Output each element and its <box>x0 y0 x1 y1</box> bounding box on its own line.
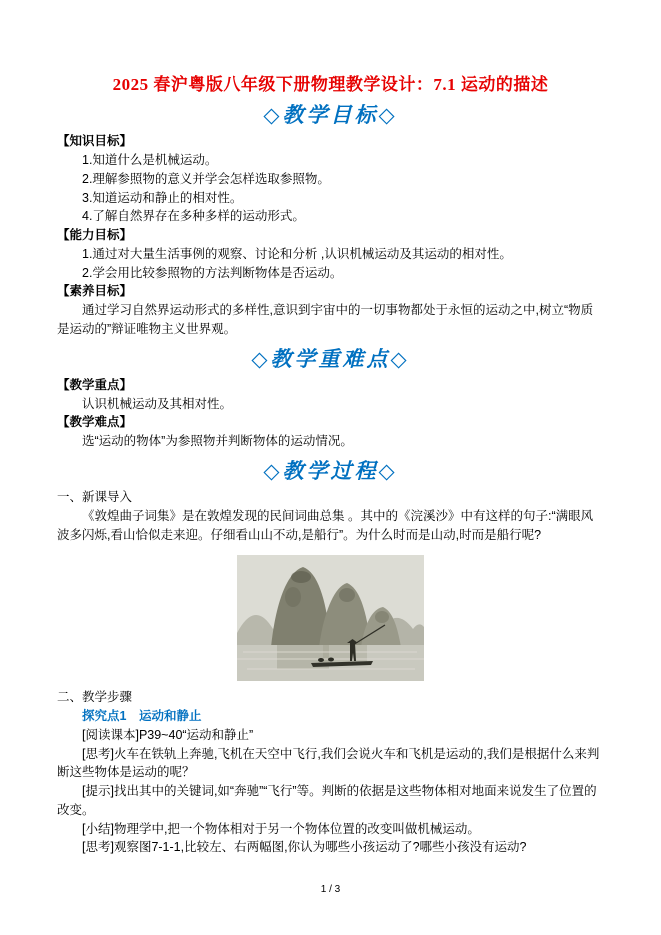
heading-teaching-process: ◇教学过程◇ <box>263 457 398 483</box>
knowledge-objective-item: 2.理解参照物的意义并学会怎样选取参照物。 <box>82 171 330 186</box>
knowledge-objective-item: 3.知道运动和静止的相对性。 <box>82 190 243 205</box>
lesson-intro-heading: 一、新课导入 <box>57 490 133 505</box>
process-line-summary: [小结]物理学中,把一个物体相对于另一个物体位置的改变叫做机械运动。 <box>82 821 480 836</box>
process-line-think-2: [思考]观察图7-1-1,比较左、右两幅图,你认为哪些小孩运动了?哪些小孩没有运动? <box>82 840 527 855</box>
river-mountains-raft-photo <box>237 555 424 681</box>
inquiry-point-heading: 探究点1 运动和静止 <box>82 709 202 724</box>
photo-cormorant <box>318 658 324 662</box>
ability-objectives-label: 【能力目标】 <box>57 228 133 243</box>
process-line-hint: [提示]找出其中的关键词,如“奔驰”“飞行”等。判断的依据是这些物体相对地面来说发生了位置的改变。 <box>57 784 597 817</box>
teaching-focus-text: 认识机械运动及其相对性。 <box>82 396 233 411</box>
process-line-read: [阅读课本]P39~40“运动和静止” <box>82 727 254 742</box>
photo-vegetation <box>375 611 389 623</box>
lesson-intro-paragraph: 《敦煌曲子词集》是在敦煌发现的民间词曲总集 。其中的《浣溪沙》中有这样的句子:“满眼风波多闪烁,看山恰似走来迎。仔细看山山不动,是船行”。为什么时而是山动,时而是船行呢? <box>57 508 594 542</box>
ability-objective-item: 2.学会用比较参照物的方法判断物体是否运动。 <box>82 265 343 280</box>
process-line-think-1: [思考]火车在铁轨上奔驰,飞机在天空中飞行,我们会说火车和飞机是运动的,我们是根据什么来判断这些物体是运动的呢？ <box>57 746 600 780</box>
ability-objective-item: 1.通过对大量生活事例的观察、讨论和分析 ,认识机械运动及其运动的相对性。 <box>82 246 512 261</box>
teaching-difficulty-text: 选“运动的物体”为参照物并判断物体的运动情况。 <box>82 434 353 449</box>
heading-teaching-objectives: ◇教学目标◇ <box>263 102 398 127</box>
page-number: 1 / 3 <box>320 884 341 895</box>
literacy-objectives-text: 通过学习自然界运动形式的多样性,意识到宇宙中的一切事物都处于永恒的运动之中,树立“物质是运动的”辩证唯物主义世界观。 <box>57 303 594 336</box>
teaching-difficulty-label: 【教学难点】 <box>57 415 133 430</box>
knowledge-objective-item: 4.了解自然界存在多种多样的运动形式。 <box>82 209 305 224</box>
heading-key-difficult-points: ◇教学重难点◇ <box>251 345 410 371</box>
document-title: 2025 春沪粤版八年级下册物理教学设计：7.1 运动的描述 <box>112 75 549 94</box>
photo-vegetation <box>285 587 301 607</box>
teaching-steps-heading: 二、教学步骤 <box>57 690 133 705</box>
literacy-objectives-label: 【素养目标】 <box>57 284 133 299</box>
photo-vegetation <box>291 571 311 583</box>
teaching-focus-label: 【教学重点】 <box>57 377 133 392</box>
photo-vegetation <box>339 588 355 602</box>
knowledge-objective-item: 1.知道什么是机械运动。 <box>82 153 218 168</box>
knowledge-objectives-label: 【知识目标】 <box>57 134 133 149</box>
photo-cormorant <box>328 658 334 662</box>
